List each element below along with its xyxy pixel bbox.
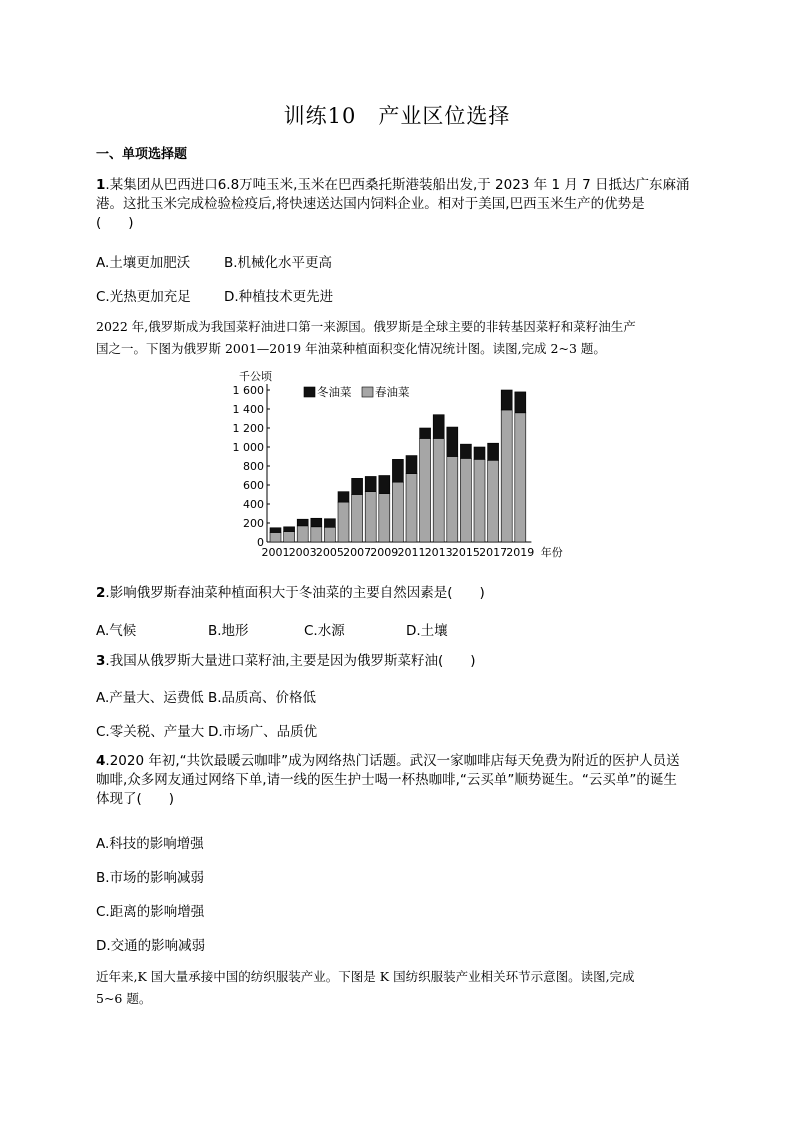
passage-intro <box>96 966 700 1010</box>
bar-winter-rapeseed <box>460 444 471 458</box>
answer-blank: ( ) <box>96 215 134 231</box>
options-row <box>96 285 333 305</box>
question-stem: .影响俄罗斯春油菜种植面积大于冬油菜的主要自然因素是( ) <box>105 585 485 601</box>
bar-spring-rapeseed <box>474 459 485 542</box>
bar-spring-rapeseed <box>447 457 458 543</box>
option-a[interactable]: A.科技的影响增强 <box>96 836 204 852</box>
option-b[interactable]: B.机械化水平更高 <box>224 255 333 271</box>
option-d[interactable]: D.市场广、品质优 <box>208 724 318 740</box>
y-tick-label: 1 600 <box>232 384 264 397</box>
option-d[interactable]: D.种植技术更先进 <box>224 289 334 305</box>
bar-spring-rapeseed <box>365 492 376 542</box>
bar-spring-rapeseed <box>311 527 322 542</box>
question-stem: 港。这批玉米完成检验检疫后,将快速送达国内饲料企业。相对于美国,巴西玉米生产的优势是 <box>96 196 645 212</box>
y-tick-label: 800 <box>243 460 264 473</box>
y-tick-label: 0 <box>257 536 264 549</box>
option-c[interactable]: C.距离的影响增强 <box>96 904 205 920</box>
x-tick-label: 2007 <box>343 546 372 559</box>
question-stem: .2020 年初,“共饮最暖云咖啡”成为网络热门话题。武汉一家咖啡店每天免费为附近的医护人员送 <box>105 753 680 769</box>
bar-winter-rapeseed <box>379 476 390 494</box>
option-a[interactable]: A.气候 <box>96 623 137 639</box>
bar-spring-rapeseed <box>270 533 281 543</box>
x-axis-label: 年份 <box>540 546 563 559</box>
question-stem: .某集团从巴西进口6.8万吨玉米,玉米在巴西桑托斯港装船出发,于 2023 年 1 月 7 日抵达广东麻涌 <box>105 177 690 193</box>
x-tick-label: 2003 <box>288 546 317 559</box>
options-row <box>96 686 316 706</box>
bar-winter-rapeseed <box>365 476 376 491</box>
bar-spring-rapeseed <box>406 474 417 542</box>
bar-spring-rapeseed <box>324 527 335 542</box>
question-4 <box>96 752 700 809</box>
y-tick-label: 1 200 <box>232 422 264 435</box>
option-a[interactable]: A.土壤更加肥沃 <box>96 255 191 271</box>
question-2 <box>96 584 700 603</box>
question-number: 3 <box>96 653 106 669</box>
question-stem: 体现了( ) <box>96 791 175 807</box>
y-tick-label: 1 000 <box>232 441 264 454</box>
options-row <box>96 251 332 271</box>
question-number: 2 <box>96 585 106 601</box>
bar-winter-rapeseed <box>474 447 485 459</box>
bar-spring-rapeseed <box>433 438 444 542</box>
bar-spring-rapeseed <box>379 494 390 542</box>
y-tick-label: 600 <box>243 479 264 492</box>
passage-line: 5~6 题。 <box>96 991 152 1006</box>
option-c[interactable]: C.零关税、产量大 <box>96 724 205 740</box>
x-tick-label: 2015 <box>451 546 480 559</box>
bar-winter-rapeseed <box>311 518 322 527</box>
option-b[interactable]: B.品质高、价格低 <box>208 690 317 706</box>
bar-spring-rapeseed <box>338 502 349 542</box>
x-tick-label: 2005 <box>315 546 344 559</box>
bar-spring-rapeseed <box>460 458 471 542</box>
bar-winter-rapeseed <box>420 428 431 438</box>
legend-swatch-spring <box>362 387 373 397</box>
option-b[interactable]: B.地形 <box>208 623 249 639</box>
question-3 <box>96 652 700 671</box>
options-row <box>96 720 317 740</box>
bar-spring-rapeseed <box>420 438 431 542</box>
bar-spring-rapeseed <box>488 460 499 542</box>
y-tick-label: 400 <box>243 498 264 511</box>
rapeseed-area-chart <box>220 362 580 562</box>
passage-line: 2022 年,俄罗斯成为我国菜籽油进口第一来源国。俄罗斯是全球主要的非转基因菜籽和菜籽油生产 <box>96 319 636 334</box>
bar-winter-rapeseed <box>297 519 308 526</box>
x-tick-label: 2017 <box>479 546 508 559</box>
question-stem: 咖啡,众多网友通过网络下单,请一线的医生护士喝一杯热咖啡,“云买单”顺势诞生。“云买单”的诞生 <box>96 772 677 788</box>
bar-spring-rapeseed <box>515 413 526 542</box>
legend-label-winter: 冬油菜 <box>317 385 352 399</box>
bar-winter-rapeseed <box>447 427 458 456</box>
bar-spring-rapeseed <box>392 482 403 542</box>
bar-spring-rapeseed <box>501 410 512 542</box>
passage-intro <box>96 316 700 360</box>
section-heading: 一、单项选择题 <box>96 147 188 162</box>
x-tick-label: 2019 <box>506 546 535 559</box>
question-number: 4 <box>96 753 106 769</box>
option-d[interactable]: D.土壤 <box>406 623 448 639</box>
option-c[interactable]: C.水源 <box>304 623 345 639</box>
options-row <box>96 619 448 639</box>
y-tick-label: 1 400 <box>232 403 264 416</box>
option-b[interactable]: B.市场的影响减弱 <box>96 870 205 886</box>
bar-winter-rapeseed <box>338 492 349 502</box>
bar-winter-rapeseed <box>270 528 281 533</box>
x-tick-label: 2011 <box>397 546 426 559</box>
passage-line: 近年来,K 国大量承接中国的纺织服装产业。下图是 K 国纺织服装产业相关环节示意图。读图,完成 <box>96 969 635 984</box>
bar-winter-rapeseed <box>488 443 499 460</box>
passage-line: 国之一。下图为俄罗斯 2001—2019 年油菜种植面积变化情况统计图。读图,完成 2~3 题。 <box>96 341 606 356</box>
question-1 <box>96 176 700 233</box>
option-a[interactable]: A.产量大、运费低 <box>96 690 204 706</box>
bar-winter-rapeseed <box>433 415 444 439</box>
option-c[interactable]: C.光热更加充足 <box>96 289 191 305</box>
x-tick-label: 2009 <box>370 546 399 559</box>
legend-label-spring: 春油菜 <box>375 385 410 399</box>
x-tick-label: 2001 <box>261 546 290 559</box>
option-d[interactable]: D.交通的影响减弱 <box>96 938 206 954</box>
bar-winter-rapeseed <box>284 527 295 532</box>
bar-winter-rapeseed <box>392 459 403 482</box>
question-number: 1 <box>96 177 106 193</box>
y-axis-label: 千公顷 <box>239 370 272 383</box>
bar-winter-rapeseed <box>324 519 335 528</box>
bar-winter-rapeseed <box>406 456 417 474</box>
page-title: 训练10 产业区位选择 <box>283 104 511 128</box>
bar-spring-rapeseed <box>352 495 363 543</box>
question-stem: .我国从俄罗斯大量进口菜籽油,主要是因为俄罗斯菜籽油( ) <box>105 653 476 669</box>
bar-winter-rapeseed <box>501 390 512 410</box>
y-tick-label: 200 <box>243 517 264 530</box>
bar-spring-rapeseed <box>297 526 308 542</box>
legend-swatch-winter <box>304 387 315 397</box>
bar-winter-rapeseed <box>515 392 526 413</box>
x-tick-label: 2013 <box>424 546 453 559</box>
bar-winter-rapeseed <box>352 478 363 494</box>
bar-spring-rapeseed <box>284 532 295 542</box>
